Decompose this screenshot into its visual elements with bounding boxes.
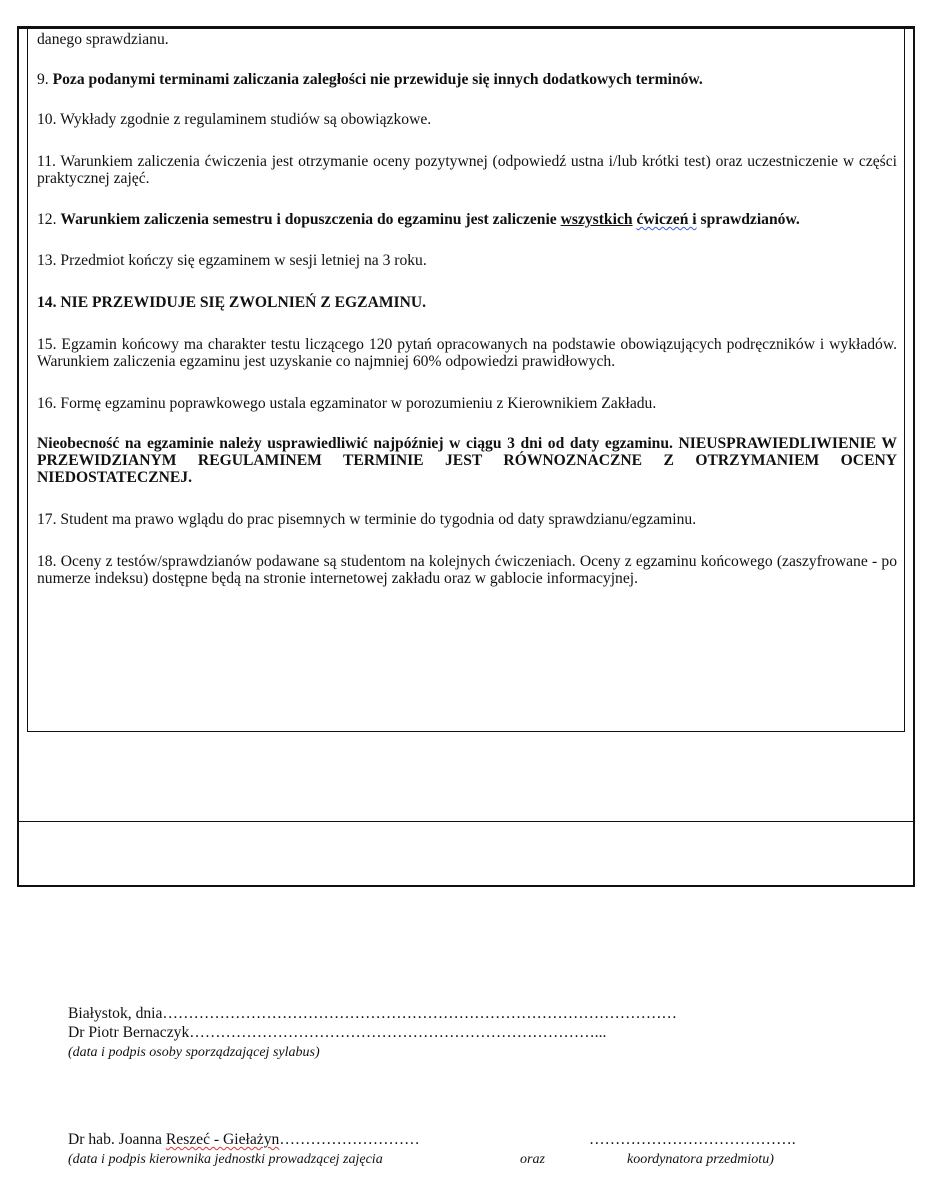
rule-12-text-e: sprawdzianów. [696, 211, 800, 228]
rule-10: 10. Wykłady zgodnie z regulaminem studiów są obowiązkowe. [37, 111, 432, 128]
rule-12 [37, 211, 897, 228]
rule-13: 13. Przedmiot kończy się egzaminem w sesji letniej na 3 roku. [37, 252, 427, 269]
place-date-line: Białystok, dnia……………………………………………………………………………………… [68, 1005, 678, 1022]
rule-9-number: 9. [37, 71, 53, 88]
head-dots: ……………………… [279, 1131, 420, 1148]
rule-11: 11. Warunkiem zaliczenia ćwiczenia jest otrzymanie oceny pozytywnej (odpowiedź ustna i/lub krótki test) oraz uczestniczenie w części praktycznej zajęć. [37, 153, 897, 187]
rule-9-text: Poza podanymi terminami zaliczania zaległości nie przewiduje się innych dodatkowych terminów. [52, 71, 703, 88]
rule-12-flagged-word: ćwiczeń i [636, 211, 697, 228]
rule-14: 14. NIE PRZEWIDUJE SIĘ ZWOLNIEŃ Z EGZAMINU. [37, 294, 427, 311]
rule-16: 16. Formę egzaminu poprawkowego ustala egzaminator w porozumieniu z Kierownikiem Zakładu. [37, 395, 657, 412]
coordinator-caption: koordynatora przedmiotu) [627, 1152, 774, 1167]
author-caption: (data i podpis osoby sporządzającej sylabus) [68, 1045, 320, 1060]
rule-17: 17. Student ma prawo wglądu do prac pisemnych w terminie do tygodnia od daty sprawdzianu/egzaminu. [37, 511, 697, 528]
rule-15: 15. Egzamin końcowy ma charakter testu liczącego 120 pytań opracowanych na podstawie obowiązujących podręczników i wykładów. Warunkiem zaliczenia egzaminu jest uzyskanie co najmniej 60% odpowiedzi prawidłowych. [37, 336, 897, 370]
head-signature-line [68, 1131, 420, 1148]
author-signature-line: Dr Piotr Bernaczyk……………………………………………………………………... [68, 1024, 607, 1041]
head-name: Reszeć - Giełażyn [165, 1131, 280, 1148]
rule-12-underlined-all: wszystkich [560, 211, 633, 228]
head-prefix: Dr hab. Joanna [68, 1131, 166, 1148]
absence-notice: Nieobecność na egzaminie należy usprawiedliwić najpóźniej w ciągu 3 dni od daty egzaminu. NIEUSPRAWIEDLIWIENIE W PRZEWIDZIANYM REGULAMINEM TERMINIE JEST RÓWNOZNACZNE Z OTRZYMANIEM OCENY NIEDOSTATECZNEJ. [37, 435, 897, 486]
table-row-divider [17, 821, 915, 822]
syllabus-rules [37, 31, 897, 587]
rule-9 [37, 71, 897, 88]
paragraph-continuation: danego sprawdzianu. [37, 31, 169, 48]
coordinator-signature-line: …………………………………. [589, 1131, 796, 1148]
rule-12-text-a: Warunkiem zaliczenia semestru i dopuszczenia do egzaminu jest zaliczenie [60, 211, 561, 228]
rule-18: 18. Oceny z testów/sprawdzianów podawane są studentom na kolejnych ćwiczeniach. Oceny z egzaminu końcowego (zaszyfrowane - po numerze indeksu) dostępne będą na stronie internetowej zakładu oraz w gablocie informacyjnej. [37, 553, 897, 587]
caption-and: oraz [520, 1152, 545, 1167]
rule-12-number: 12. [37, 211, 61, 228]
head-caption: (data i podpis kierownika jednostki prowadzącej zajęcia [68, 1152, 383, 1167]
